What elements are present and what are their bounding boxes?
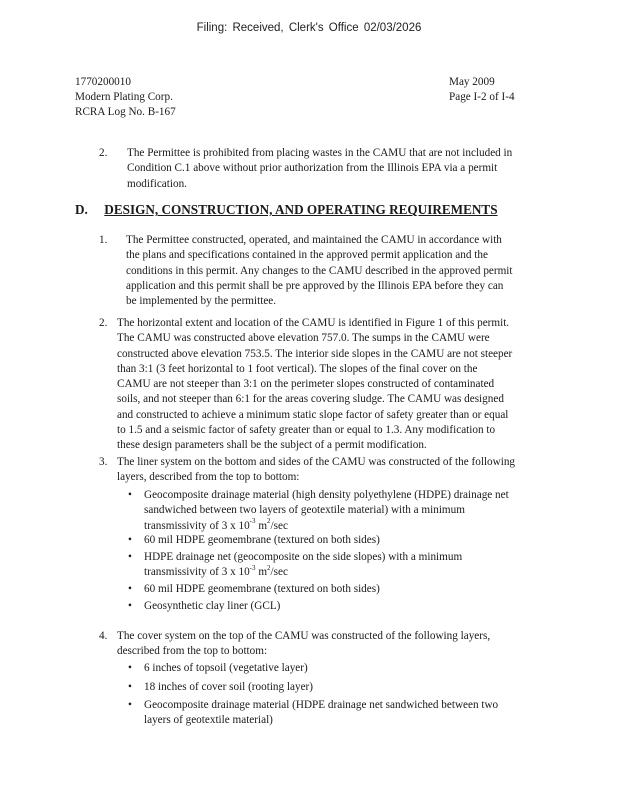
item-number: 3. bbox=[99, 456, 108, 468]
transmissivity-text: transmissivity of 3 x 10 bbox=[144, 519, 250, 532]
unit-text: m bbox=[255, 566, 268, 579]
bullet-icon: • bbox=[128, 600, 132, 612]
unit-text: m bbox=[255, 519, 268, 532]
bullet-line: 6 inches of topsoil (vegetative layer) bbox=[144, 662, 308, 674]
section-letter: D. bbox=[75, 202, 88, 217]
item-number: 2. bbox=[99, 317, 108, 329]
bullet-line: Geosynthetic clay liner (GCL) bbox=[144, 600, 281, 612]
paragraph-line: layers, described from the top to bottom: bbox=[117, 471, 300, 484]
paragraph-line: The liner system on the bottom and sides of the CAMU was constructed of the following bbox=[117, 456, 516, 468]
item-number: 4. bbox=[99, 630, 108, 642]
section-d-heading bbox=[75, 202, 498, 217]
paragraph-line: The cover system on the top of the CAMU was constructed of the following layers, bbox=[117, 630, 491, 642]
company-name: Modern Plating Corp. bbox=[75, 91, 173, 103]
facility-id: 1770200010 bbox=[75, 76, 131, 88]
bullet-icon: • bbox=[128, 681, 132, 693]
bullet-icon: • bbox=[128, 583, 132, 595]
bullet-icon: • bbox=[128, 489, 132, 501]
paragraph-line: described from the top to bottom: bbox=[117, 645, 268, 658]
exponent: -3 bbox=[249, 516, 256, 525]
rcra-log-number: RCRA Log No. B-167 bbox=[75, 106, 176, 118]
paragraph-line: be implemented by the permittee. bbox=[126, 295, 277, 308]
paragraph-line: conditions in this permit. Any changes to the CAMU described in the approved permit bbox=[126, 264, 513, 277]
doc-meta-left bbox=[75, 75, 176, 120]
paragraph-line: CAMU are not steeper than 3:1 on the perimeter slopes constructed of contaminated bbox=[117, 378, 495, 391]
exponent: -3 bbox=[249, 563, 256, 572]
item-number: 2. bbox=[99, 147, 108, 159]
paragraph-line: modification. bbox=[127, 177, 187, 190]
bullet-line: sandwiched between two layers of geotextile material) with a minimum bbox=[144, 504, 465, 517]
item-number: 1. bbox=[99, 234, 108, 246]
paragraph-line: application and this permit shall be pre approved by the Illinois EPA before they can bbox=[126, 279, 504, 292]
paragraph-line: soils, and not steeper than 6:1 for the areas covering sludge. The CAMU was designed bbox=[117, 393, 504, 406]
bullet-line: HDPE drainage net (geocomposite on the side slopes) with a minimum bbox=[144, 551, 463, 563]
bullet-icon: • bbox=[128, 551, 132, 563]
transmissivity-text: transmissivity of 3 x 10 bbox=[144, 566, 250, 579]
bullet-line: 18 inches of cover soil (rooting layer) bbox=[144, 681, 314, 693]
paragraph-line: The horizontal extent and location of the CAMU is identified in Figure 1 of this permit. bbox=[117, 317, 510, 329]
bullet-line bbox=[144, 565, 462, 580]
paragraph-line: The Permittee is prohibited from placing wastes in the CAMU that are not included in bbox=[127, 147, 513, 159]
paragraph-line: and constructed to achieve a minimum static slope factor of safety greater than or equal bbox=[117, 408, 509, 421]
bullet-icon: • bbox=[128, 699, 132, 711]
doc-date: May 2009 bbox=[449, 76, 495, 88]
bullet-icon: • bbox=[128, 534, 132, 546]
exponent: 2 bbox=[267, 563, 271, 572]
paragraph-line: to 1.5 and a seismic factor of safety greater than or equal to 1.3. Any modification to bbox=[117, 424, 496, 437]
paragraph-line: The Permittee constructed, operated, and maintained the CAMU in accordance with bbox=[126, 234, 502, 246]
section-title: DESIGN, CONSTRUCTION, AND OPERATING REQUIREMENTS bbox=[104, 202, 498, 217]
page-number: Page I-2 of I-4 bbox=[449, 91, 515, 103]
exponent: 2 bbox=[267, 516, 271, 525]
unit-text: /sec bbox=[270, 519, 288, 532]
bullet-icon: • bbox=[128, 662, 132, 674]
filing-header: Filing: Received, Clerk's Office 02/03/2026 bbox=[196, 22, 422, 34]
bullet-line: 60 mil HDPE geomembrane (textured on both sides) bbox=[144, 583, 380, 595]
paragraph-line: than 3:1 (3 feet horizontal to 1 foot vertical). The slopes of the final cover on the bbox=[117, 362, 478, 375]
unit-text: /sec bbox=[270, 566, 288, 579]
paragraph-line: constructed above elevation 753.5. The interior side slopes in the CAMU are not steeper bbox=[117, 347, 513, 360]
bullet-line: 60 mil HDPE geomembrane (textured on both sides) bbox=[144, 534, 380, 546]
paragraph-line: the plans and specifications contained in the approved permit application and the bbox=[126, 249, 488, 262]
bullet-line: Geocomposite drainage material (high density polyethylene (HDPE) drainage net bbox=[144, 489, 509, 501]
bullet-line: Geocomposite drainage material (HDPE drainage net sandwiched between two bbox=[144, 699, 499, 711]
paragraph-line: The CAMU was constructed above elevation 757.0. The sumps in the CAMU were bbox=[117, 332, 490, 345]
paragraph-line: these design parameters shall be the subject of a permit modification. bbox=[117, 439, 427, 452]
bullet-line bbox=[144, 516, 509, 534]
paragraph-line: Condition C.1 above without prior authorization from the Illinois EPA via a permit bbox=[127, 162, 498, 175]
bullet-line: layers of geotextile material) bbox=[144, 714, 273, 727]
doc-meta-right bbox=[449, 75, 515, 105]
